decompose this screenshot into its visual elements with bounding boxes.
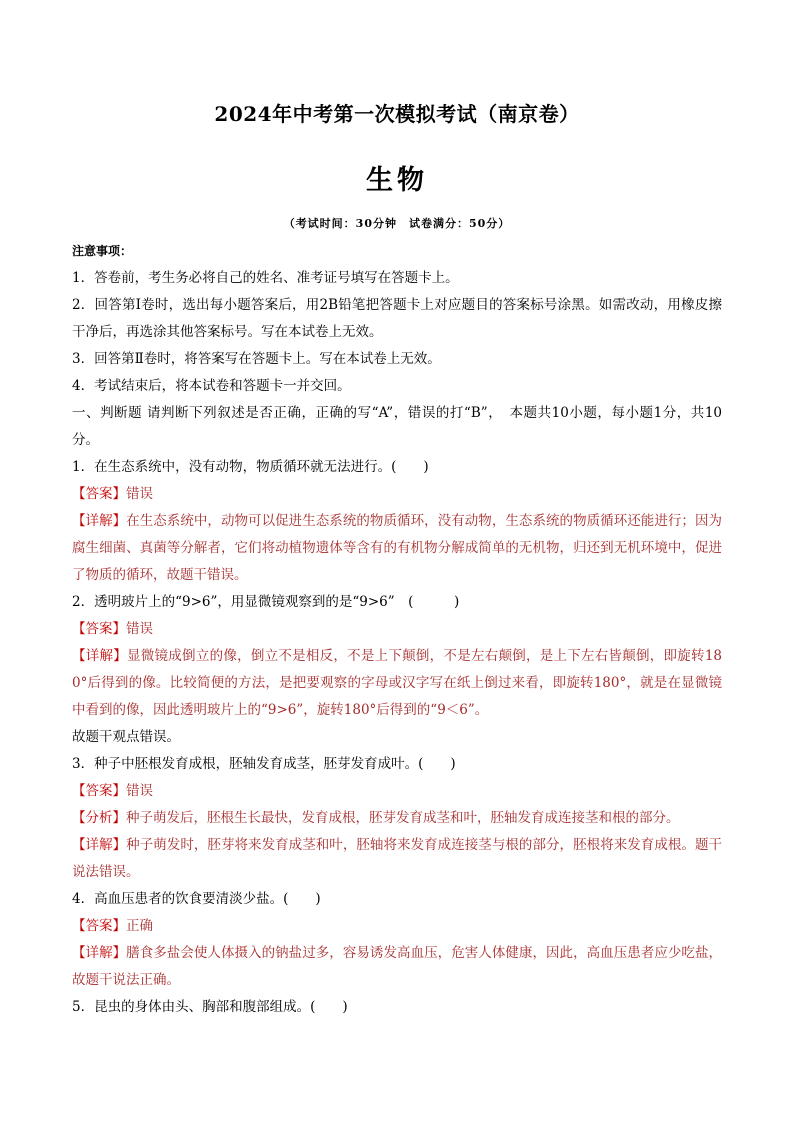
analysis-text: 种子萌发后，胚根生长最快，发育成根，胚芽发育成茎和叶，胚轴发育成连接茎和根的部分。 <box>126 810 680 826</box>
answer-tag: 【答案】 <box>72 486 126 502</box>
detail-text: 显微镜成倒立的像，倒立不是相反，不是上下颠倒，不是左右颠倒，是上下左右皆颠倒，即旋转180°后得到的像。比较简便的方法，是把要观察的字母或汉字写在纸上倒过来看，即旋转180°，就是在显微镜中看到的像，因此透明玻片上的“9>6”，旋转180°后得到的“9＜6”。 <box>72 648 722 718</box>
detail-paragraph <box>72 508 722 589</box>
page-title: 2024年中考第一次模拟考试（南京卷） <box>214 102 580 126</box>
answer-tag: 【答案】 <box>72 918 126 934</box>
analysis-tag: 【分析】 <box>72 810 126 826</box>
question-stem: 1．在生态系统中，没有动物，物质循环就无法进行。( ) <box>72 459 429 475</box>
answer-line <box>72 616 722 643</box>
answer-value: 错误 <box>126 783 153 799</box>
answer-tag: 【答案】 <box>72 621 126 637</box>
detail-paragraph <box>72 940 722 994</box>
notes-title: 注意事项： <box>72 244 133 258</box>
answer-value: 正确 <box>126 918 153 934</box>
answer-value: 错误 <box>126 486 153 502</box>
detail-paragraph <box>72 643 722 724</box>
answer-tag: 【答案】 <box>72 783 126 799</box>
detail-extra: 故题干观点错误。 <box>72 729 180 745</box>
detail-text: 膳食多盐会使人体摄入的钠盐过多，容易诱发高血压，危害人体健康，因此，高血压患者应少吃盐，故题干说法正确。 <box>72 945 723 988</box>
question-stem: 4．高血压患者的饮食要清淡少盐。( ) <box>72 891 321 907</box>
document-body <box>72 238 722 1021</box>
answer-line <box>72 778 722 805</box>
detail-text: 在生态系统中，动物可以促进生态系统的物质循环，没有动物，生态系统的物质循环还能进行；因为腐生细菌、真菌等分解者，它们将动植物遗体等含有的有机物分解成简单的无机物，归还到无机环境中，促进了物质的循环，故题干错误。 <box>72 513 723 583</box>
detail-tag: 【详解】 <box>72 513 127 529</box>
question-stem: 5．昆虫的身体由头、胸部和腹部组成。( ) <box>72 999 348 1015</box>
detail-tag: 【详解】 <box>72 945 127 961</box>
section-heading: 一、判断题 请判断下列叙述是否正确，正确的写“A”，错误的打“B”， 本题共10小题，每小题1分，共10分。 <box>72 405 722 448</box>
detail-tag: 【详解】 <box>72 648 128 664</box>
question-stem: 3．种子中胚根发育成根，胚轴发育成茎，胚芽发育成叶。( ) <box>72 756 456 772</box>
exam-info: （考试时间：30分钟 试卷满分：50分） <box>283 217 511 230</box>
answer-value: 错误 <box>126 621 153 637</box>
note-item: 3．回答第Ⅱ卷时，将答案写在答题卡上。写在本试卷上无效。 <box>72 351 441 367</box>
detail-text: 种子萌发时，胚芽将来发育成茎和叶，胚轴将来发育成连接茎与根的部分，胚根将来发育成根。题干说法错误。 <box>72 837 723 880</box>
subject-title: 生物 <box>366 165 428 196</box>
detail-paragraph <box>72 832 722 886</box>
detail-tag: 【详解】 <box>72 837 127 853</box>
analysis-line <box>72 805 722 832</box>
answer-line <box>72 481 722 508</box>
answer-line <box>72 913 722 940</box>
note-item: 1．答卷前，考生务必将自己的姓名、准考证号填写在答题卡上。 <box>72 270 459 286</box>
note-item: 2．回答第Ⅰ卷时，选出每小题答案后，用2B铅笔把答题卡上对应题目的答案标号涂黑。如需改动，用橡皮擦干净后，再选涂其他答案标号。写在本试卷上无效。 <box>72 297 722 340</box>
question-stem: 2．透明玻片上的“9>6”，用显微镜观察到的是“9>6” ( ) <box>72 594 460 610</box>
note-item: 4．考试结束后，将本试卷和答题卡一并交回。 <box>72 378 351 394</box>
